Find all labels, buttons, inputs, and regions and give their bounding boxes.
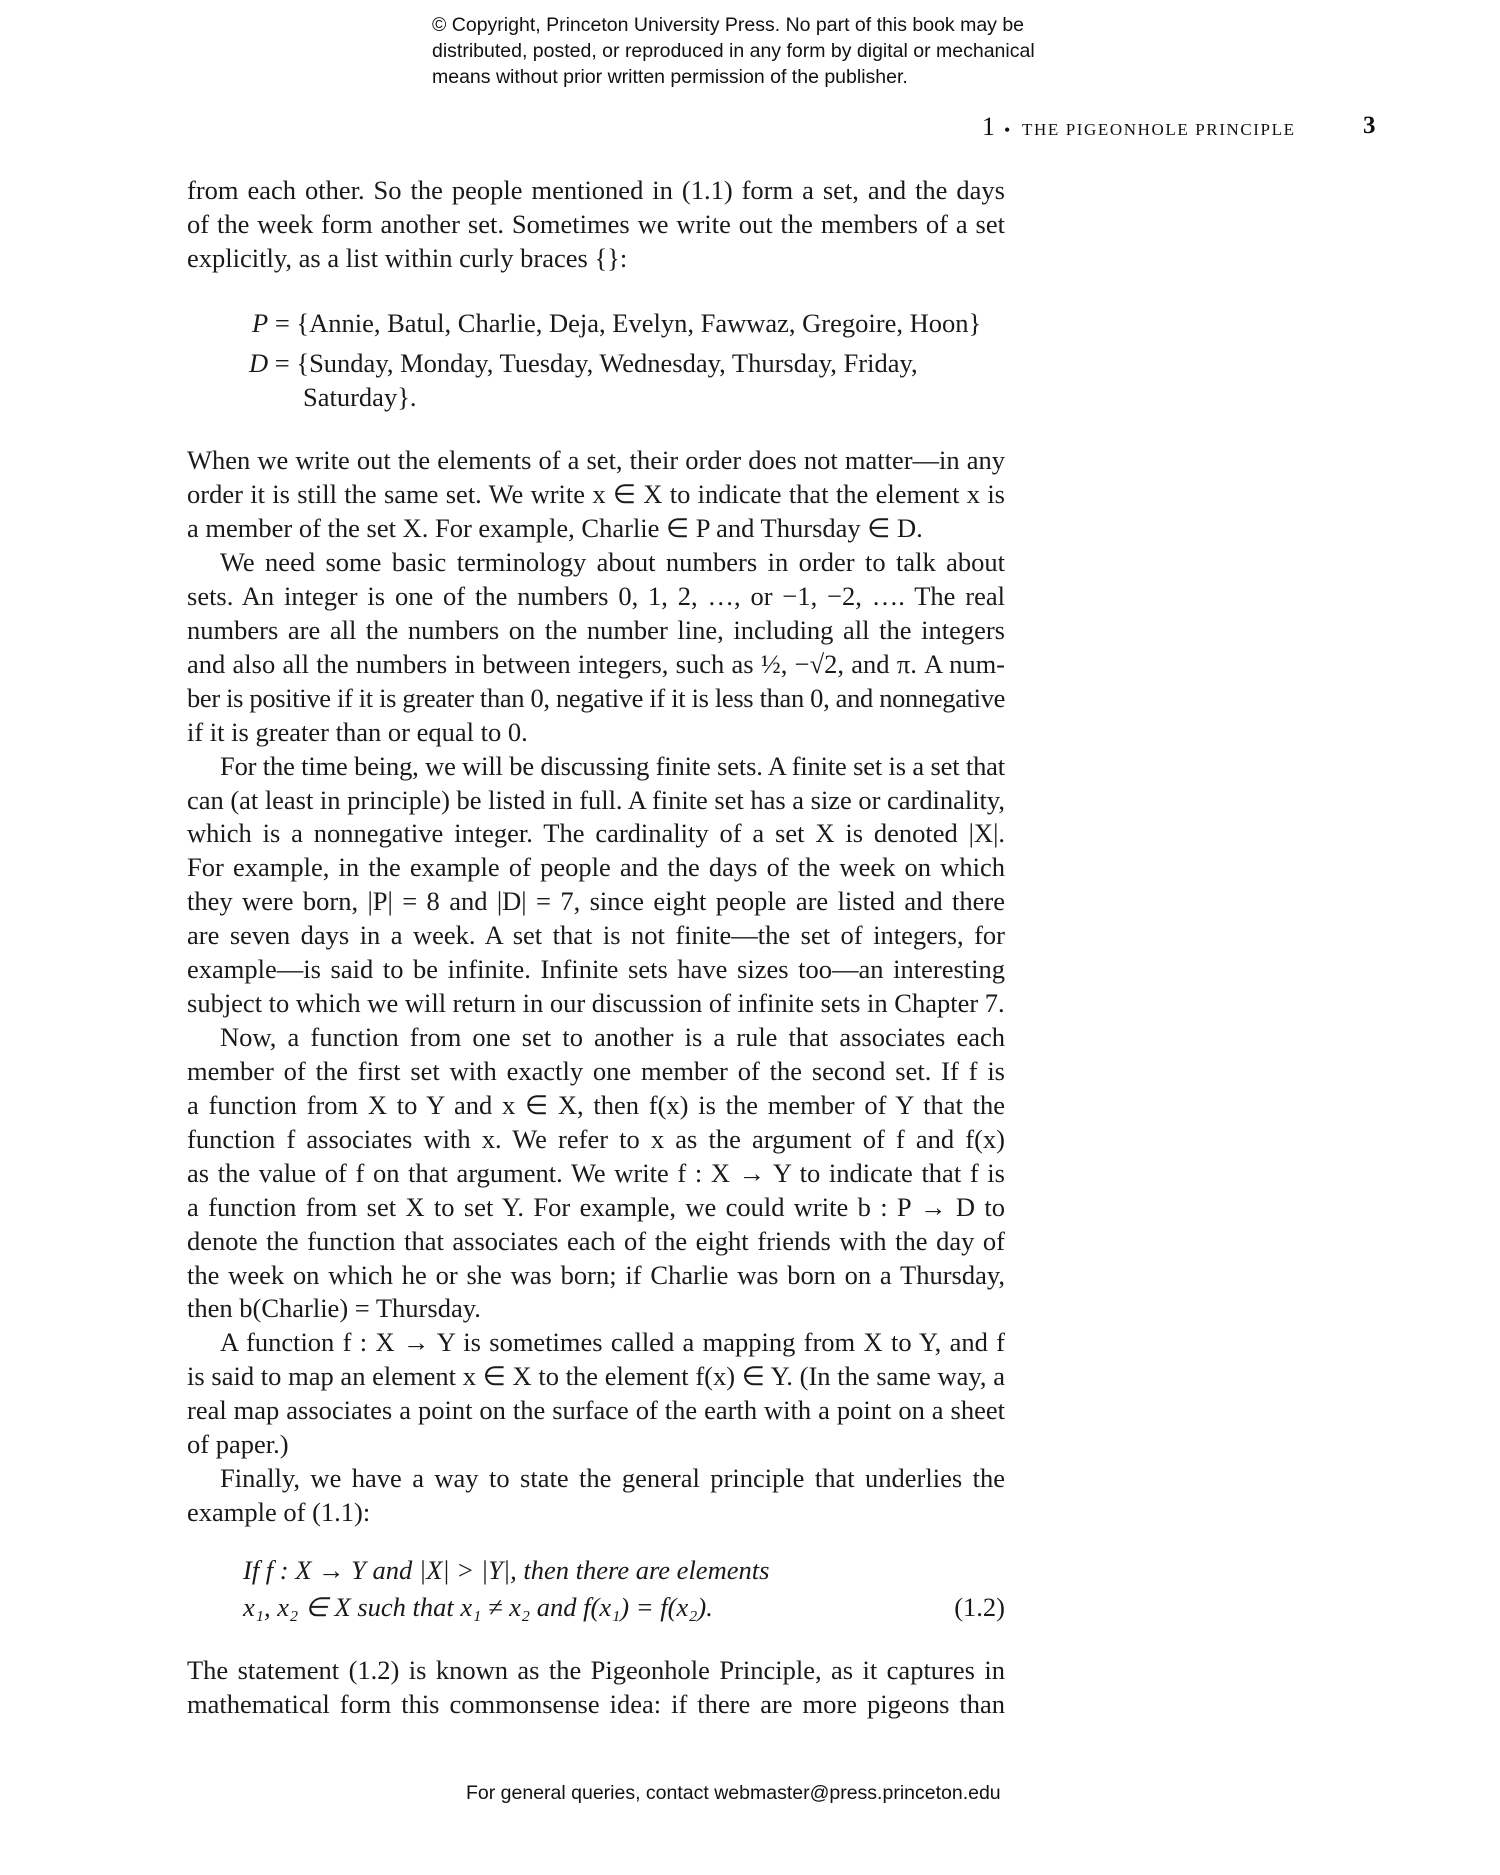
text-line: they were born, |P| = 8 and |D| = 7, since eight people are listed and there xyxy=(187,886,1005,916)
text-line: order it is still the same set. We write x ∈ X to indicate that the element x is xyxy=(187,479,1005,509)
set-members: {Annie, Batul, Charlie, Deja, Evelyn, Fawwaz, Gregoire, Hoon} xyxy=(296,308,982,338)
text-line: We need some basic terminology about numbers in order to talk about xyxy=(220,547,1005,577)
text-line: from each other. So the people mentioned in (1.1) form a set, and the days xyxy=(187,175,1005,205)
set-label: D xyxy=(249,348,269,378)
pigeonhole-principle-line1: If f : X → Y and |X| > |Y|, then there are elements xyxy=(243,1555,770,1585)
text-line: which is a nonnegative integer. The cardinality of a set X is denoted |X|. xyxy=(187,818,1005,848)
text-line: denote the function that associates each of the eight friends with the day of xyxy=(187,1226,1005,1256)
text-line: The statement (1.2) is known as the Pigeonhole Principle, as it captures in xyxy=(187,1655,1005,1685)
text-line: is said to map an element x ∈ X to the element f(x) ∈ Y. (In the same way, a xyxy=(187,1361,1005,1391)
text-line: subject to which we will return in our discussion of infinite sets in Chapter 7. xyxy=(187,988,1005,1018)
text-line: numbers are all the numbers on the number line, including all the integers xyxy=(187,615,1005,645)
pigeonhole-principle-line2: x₁, x₂ ∈ X such that x₁ ≠ x₂ and f(x₁) = f(x₂). xyxy=(243,1592,713,1622)
text-line: explicitly, as a list within curly braces {}: xyxy=(187,243,628,273)
text-line: mathematical form this commonsense idea: if there are more pigeons than xyxy=(187,1689,1005,1719)
footer-contact: For general queries, contact webmaster@press.princeton.edu xyxy=(466,1782,1001,1804)
text-line: and also all the numbers in between integers, such as ½, −√2, and π. A num- xyxy=(187,649,1006,679)
equals-sign: = xyxy=(274,348,290,378)
text-line: function f associates with x. We refer to x as the argument of f and f(x) xyxy=(187,1124,1005,1154)
set-members: {Sunday, Monday, Tuesday, Wednesday, Thursday, Friday, xyxy=(296,348,918,378)
chapter-number: 1 xyxy=(982,112,995,141)
text-line: if it is greater than or equal to 0. xyxy=(187,717,528,747)
text-line: as the value of f on that argument. We write f : X → Y to indicate that f is xyxy=(187,1158,1005,1188)
text-line: real map associates a point on the surface of the earth with a point on a sheet xyxy=(187,1395,1005,1425)
set-D-continuation: Saturday}. xyxy=(303,382,417,412)
text-line: example—is said to be infinite. Infinite sets have sizes too—an interesting xyxy=(187,954,1005,984)
chapter-title: THE PIGEONHOLE PRINCIPLE xyxy=(1022,120,1296,139)
set-P-definition xyxy=(252,306,981,340)
text-line: the week on which he or she was born; if Charlie was born on a Thursday, xyxy=(187,1260,1005,1290)
text-line: When we write out the elements of a set, their order does not matter—in any xyxy=(187,445,1005,475)
text-line: can (at least in principle) be listed in full. A finite set has a size or cardinality, xyxy=(187,785,1005,815)
text-line: member of the first set with exactly one member of the second set. If f is xyxy=(187,1056,1005,1086)
text-line: a member of the set X. For example, Charlie ∈ P and Thursday ∈ D. xyxy=(187,513,923,543)
text-line: a function from X to Y and x ∈ X, then f(x) is the member of Y that the xyxy=(187,1090,1005,1120)
page-number: 3 xyxy=(1363,112,1376,139)
text-line: For the time being, we will be discussing finite sets. A finite set is a set that xyxy=(220,751,1005,781)
text-line: sets. An integer is one of the numbers 0, 1, 2, …, or −1, −2, …. The real xyxy=(187,581,1005,611)
text-line: then b(Charlie) = Thursday. xyxy=(187,1293,481,1323)
bullet-icon: • xyxy=(1004,120,1011,140)
copyright-line: means without prior written permission of the publisher. xyxy=(432,66,908,88)
text-line: ber is positive if it is greater than 0, negative if it is less than 0, and nonnegative xyxy=(187,683,1006,713)
text-line: are seven days in a week. A set that is not finite—the set of integers, for xyxy=(187,920,1005,950)
copyright-line: © Copyright, Princeton University Press. No part of this book may be xyxy=(432,14,1025,36)
text-line: Finally, we have a way to state the general principle that underlies the xyxy=(220,1463,1005,1493)
equation-number: (1.2) xyxy=(954,1592,1005,1622)
set-D-definition xyxy=(249,346,918,380)
set-label: P xyxy=(252,308,269,338)
text-line: A function f : X → Y is sometimes called a mapping from X to Y, and f xyxy=(220,1327,1005,1357)
equals-sign: = xyxy=(274,308,290,338)
running-head xyxy=(982,112,1382,144)
text-line: For example, in the example of people and the days of the week on which xyxy=(187,852,1005,882)
text-line: of paper.) xyxy=(187,1429,289,1459)
text-line: of the week form another set. Sometimes we write out the members of a set xyxy=(187,209,1005,239)
text-line: example of (1.1): xyxy=(187,1497,371,1527)
text-line: Now, a function from one set to another is a rule that associates each xyxy=(220,1022,1005,1052)
text-line: a function from set X to set Y. For example, we could write b : P → D to xyxy=(187,1192,1005,1222)
copyright-line: distributed, posted, or reproduced in any form by digital or mechanical xyxy=(432,40,1035,62)
copyright-notice xyxy=(432,12,1092,90)
